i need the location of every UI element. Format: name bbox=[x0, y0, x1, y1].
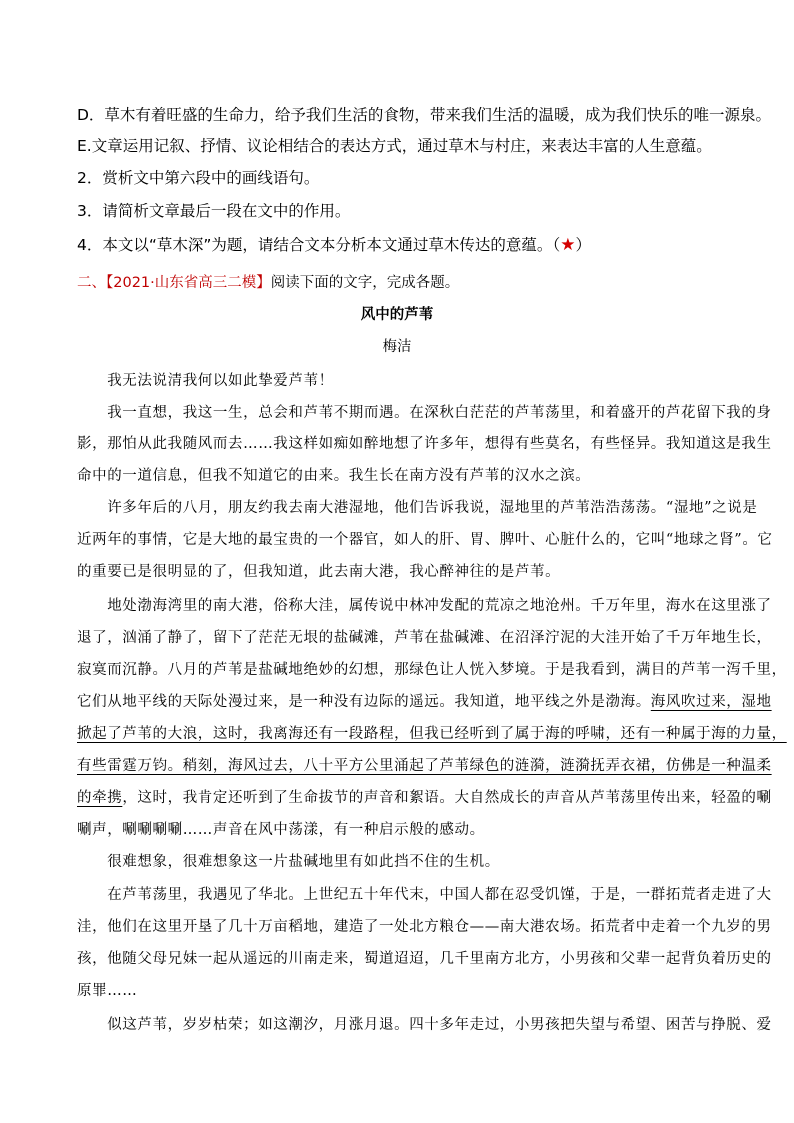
question-4-bracket-open: （ bbox=[552, 236, 561, 254]
article-author: 梅洁 bbox=[382, 339, 412, 355]
article-text: ，这时，我肯定还听到了生命拔节的声音和絮语。大自然成长的声音从芦苇荡里传出来，轻盈的唰 bbox=[122, 790, 772, 806]
question-2: 2．赏析文中第六段中的画线语句。 bbox=[77, 169, 320, 187]
underlined-sentence: 的牵携 bbox=[77, 790, 123, 806]
article-title: 风中的芦苇 bbox=[360, 306, 434, 323]
section-heading bbox=[77, 271, 459, 292]
section-source: 【2021·山东省高三二模】 bbox=[106, 275, 271, 291]
article-line: 我无法说清我何以如此挚爱芦苇！ bbox=[77, 373, 334, 389]
question-3: 3．请简析文章最后一段在文中的作用。 bbox=[77, 202, 351, 220]
star-icon: ★ bbox=[560, 235, 576, 255]
question-4-bracket-close: ） bbox=[575, 236, 591, 254]
underlined-sentence: 掀起了芦苇的大浪，这时，我离海还有一段路程，但我已经听到了属于海的呼啸，还有一种属于海的力量， bbox=[77, 726, 787, 742]
article-line bbox=[77, 754, 772, 775]
article-line: 许多年后的八月，朋友约我去南大港湿地，他们告诉我说，湿地里的芦苇浩浩荡荡。“湿地”之说是 bbox=[77, 500, 758, 516]
article-line: 孩，他随父母兄妹一起从遥远的川南走来，蜀道迢迢，几千里南方北方，小男孩和父辈一起背负着历史的 bbox=[77, 951, 772, 967]
question-4 bbox=[77, 233, 591, 255]
article-line: 寂寞而沉静。八月的芦苇是盐碱地绝妙的幻想，那绿色让人恍入梦境。于是我看到，满目的芦苇一泻千里， bbox=[77, 662, 787, 678]
underlined-sentence: 海风吹过来，湿地 bbox=[650, 694, 772, 710]
article-line: 很难想象，很难想象这一片盐碱地里有如此挡不住的生机。 bbox=[77, 854, 500, 870]
article-line bbox=[77, 690, 772, 711]
article-line: 唰声，唰唰唰唰……声音在风中荡漾，有一种启示般的感动。 bbox=[77, 822, 485, 838]
article-line: 洼，他们在这里开垦了几十万亩稻地，建造了一处北方粮仓——南大港农场。拓荒者中走着一个九岁的男 bbox=[77, 919, 772, 935]
article-line bbox=[77, 722, 787, 743]
article-line: 在芦苇荡里，我遇见了华北。上世纪五十年代末，中国人都在忍受饥馑，于是，一群拓荒者走进了大 bbox=[77, 887, 772, 903]
underlined-sentence: 有些雷霆万钧。稍刻，海风过去，八十平方公里涌起了芦苇绿色的涟漪，涟漪抚弄衣裙，仿佛是一种温柔 bbox=[77, 758, 772, 774]
article-line: 地处渤海湾里的南大港，俗称大洼，属传说中林冲发配的荒凉之地沧州。千万年里，海水在这里涨了 bbox=[77, 598, 772, 614]
question-option-e: E.文章运用记叙、抒情、议论相结合的表达方式，通过草木与村庄，来表达丰富的人生意蕴。 bbox=[77, 137, 712, 155]
question-option-d: D．草木有着旺盛的生命力，给予我们生活的食物，带来我们生活的温暖，成为我们快乐的唯一源泉。 bbox=[77, 106, 771, 124]
article-line: 的重要已是很明显的了，但我知道，此去南大港，我心醉神往的是芦苇。 bbox=[77, 564, 561, 580]
question-4-text: 4．本文以“草木深”为题，请结合文本分析本文通过草木传达的意蕴。 bbox=[77, 236, 553, 254]
article-line: 原罪…… bbox=[77, 983, 138, 999]
article-line: 我一直想，我这一生，总会和芦苇不期而遇。在深秋白茫茫的芦苇荡里，和着盛开的芦花留下我的身 bbox=[77, 405, 772, 421]
section-prefix: 二、 bbox=[77, 275, 106, 291]
section-instruction: 阅读下面的文字，完成各题。 bbox=[270, 275, 460, 291]
article-line: 影，那怕从此我随风而去……我这样如痴如醉地想了许多年，想得有些莫名，有些怪异。我知道这是我生 bbox=[77, 436, 772, 452]
article-line: 退了，汹涌了静了，留下了茫茫无垠的盐碱滩，芦苇在盐碱滩、在沼泽泞泥的大洼开始了千万年地生长， bbox=[77, 630, 772, 646]
article-line bbox=[77, 786, 772, 807]
article-line: 似这芦苇，岁岁枯荣；如这潮汐，月涨月退。四十多年走过，小男孩把失望与希望、困苦与挣脱、爱 bbox=[77, 1017, 772, 1033]
article-line: 命中的一道信息，但我不知道它的由来。我生长在南方没有芦苇的汉水之滨。 bbox=[77, 468, 591, 484]
article-text: 它们从地平线的天际处漫过来，是一种没有边际的遥远。我知道，地平线之外是渤海。 bbox=[77, 694, 651, 710]
article-line: 近两年的事情，它是大地的最宝贵的一个器官，如人的肝、胃、脾叶、心脏什么的，它叫“地球之肾”。它 bbox=[77, 532, 773, 548]
